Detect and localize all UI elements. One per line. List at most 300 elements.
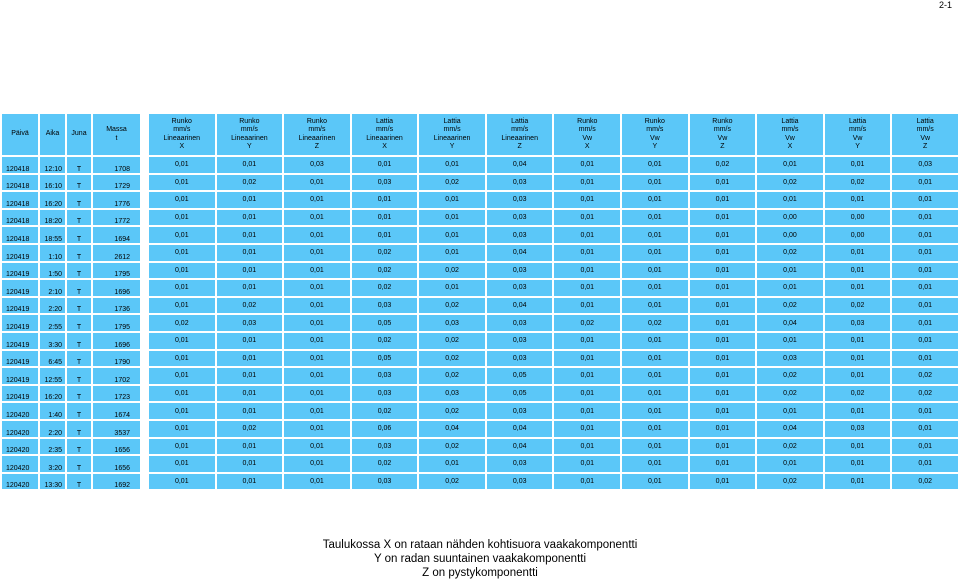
header-line: Runko <box>577 118 598 126</box>
table-row <box>2 439 958 455</box>
header-line: X <box>382 142 387 150</box>
train-cell: T <box>67 439 91 455</box>
value-cell: 0,04 <box>757 315 823 331</box>
value-cell: 0,03 <box>892 157 958 173</box>
date-cell: 120418 <box>2 227 38 243</box>
table-row <box>2 474 958 490</box>
value-cell: 0,02 <box>419 351 485 367</box>
mass-cell: 1795 <box>93 263 140 279</box>
value-cell: 0,00 <box>757 227 823 243</box>
value-cell: 0,01 <box>825 351 891 367</box>
table-body <box>2 157 958 489</box>
value-cell: 0,06 <box>352 421 418 437</box>
value-cell: 0,01 <box>149 351 215 367</box>
header-measurement-3 <box>284 114 350 155</box>
value-cell: 0,01 <box>892 245 958 261</box>
value-cell: 0,01 <box>149 456 215 472</box>
value-cell: 0,02 <box>352 245 418 261</box>
table-row <box>2 298 958 314</box>
train-cell: T <box>67 351 91 367</box>
value-cell: 0,01 <box>149 192 215 208</box>
value-cell: 0,01 <box>825 403 891 419</box>
value-cell: 0,01 <box>622 210 688 226</box>
train-cell: T <box>67 421 91 437</box>
value-cell: 0,01 <box>554 368 620 384</box>
value-cell: 0,02 <box>757 474 823 490</box>
mass-cell: 1694 <box>93 227 140 243</box>
date-cell: 120420 <box>2 403 38 419</box>
value-cell: 0,01 <box>352 157 418 173</box>
header-line: mm/s <box>849 126 867 134</box>
header-measurement-2 <box>217 114 283 155</box>
train-cell: T <box>67 386 91 402</box>
value-cell: 0,01 <box>149 175 215 191</box>
table-row <box>2 210 958 226</box>
value-cell: 0,01 <box>554 157 620 173</box>
header-line: Z <box>517 142 522 150</box>
time-cell: 2:55 <box>40 315 65 331</box>
value-cell: 0,01 <box>149 263 215 279</box>
date-cell: 120419 <box>2 298 38 314</box>
header-line: Lattia <box>375 118 394 126</box>
value-cell: 0,02 <box>757 386 823 402</box>
value-cell: 0,01 <box>419 210 485 226</box>
value-cell: 0,02 <box>690 157 756 173</box>
header-measurement-1 <box>149 114 215 155</box>
table-row <box>2 245 958 261</box>
header-line: Y <box>247 142 252 150</box>
value-cell: 0,01 <box>419 227 485 243</box>
value-cell: 0,04 <box>487 439 553 455</box>
table-row <box>2 227 958 243</box>
value-cell: 0,01 <box>554 280 620 296</box>
value-cell: 0,03 <box>487 280 553 296</box>
value-cell: 0,03 <box>419 315 485 331</box>
value-cell: 0,03 <box>487 263 553 279</box>
value-cell: 0,02 <box>892 474 958 490</box>
value-cell: 0,01 <box>284 439 350 455</box>
value-cell: 0,01 <box>352 210 418 226</box>
value-cell: 0,01 <box>284 386 350 402</box>
train-cell: T <box>67 227 91 243</box>
header-time: Aika <box>40 114 65 155</box>
value-cell: 0,01 <box>622 157 688 173</box>
value-cell: 0,04 <box>757 421 823 437</box>
header-line: Vw <box>582 134 593 142</box>
header-line: Lineaarinen <box>501 134 538 142</box>
value-cell: 0,01 <box>554 263 620 279</box>
value-cell: 0,02 <box>825 298 891 314</box>
header-line: Runko <box>712 118 733 126</box>
value-cell: 0,01 <box>622 351 688 367</box>
value-cell: 0,02 <box>419 175 485 191</box>
value-cell: 0,01 <box>149 210 215 226</box>
mass-cell: 1692 <box>93 474 140 490</box>
value-cell: 0,02 <box>352 456 418 472</box>
value-cell: 0,01 <box>149 474 215 490</box>
value-cell: 0,01 <box>825 280 891 296</box>
value-cell: 0,02 <box>825 386 891 402</box>
table-row <box>2 175 958 191</box>
time-cell: 18:55 <box>40 227 65 243</box>
value-cell: 0,01 <box>284 368 350 384</box>
value-cell: 0,00 <box>757 210 823 226</box>
value-cell: 0,01 <box>690 456 756 472</box>
header-line: mm/s <box>646 126 664 134</box>
value-cell: 0,02 <box>554 315 620 331</box>
time-cell: 12:10 <box>40 157 65 173</box>
header-line: Lattia <box>511 118 529 126</box>
value-cell: 0,01 <box>690 439 756 455</box>
header-line: mm/s <box>578 126 596 134</box>
value-cell: 0,01 <box>149 333 215 349</box>
value-cell: 0,01 <box>419 192 485 208</box>
gap-cell <box>142 456 147 472</box>
caption-line-3: Z on pystykomponentti <box>422 567 538 579</box>
value-cell: 0,01 <box>217 280 283 296</box>
value-cell: 0,03 <box>487 456 553 472</box>
value-cell: 0,02 <box>419 368 485 384</box>
mass-cell: 1736 <box>93 298 140 314</box>
gap-cell <box>142 245 147 261</box>
value-cell: 0,01 <box>149 245 215 261</box>
value-cell: 0,01 <box>554 333 620 349</box>
value-cell: 0,01 <box>284 333 350 349</box>
time-cell: 2:20 <box>40 421 65 437</box>
train-cell: T <box>67 245 91 261</box>
value-cell: 0,01 <box>217 351 283 367</box>
gap-cell <box>142 263 147 279</box>
value-cell: 0,01 <box>825 439 891 455</box>
value-cell: 0,01 <box>825 456 891 472</box>
time-cell: 2:35 <box>40 439 65 455</box>
value-cell: 0,03 <box>757 351 823 367</box>
value-cell: 0,02 <box>352 280 418 296</box>
gap-cell <box>142 386 147 402</box>
value-cell: 0,01 <box>825 245 891 261</box>
header-line: Lattia <box>916 118 934 126</box>
time-cell: 6:45 <box>40 351 65 367</box>
value-cell: 0,03 <box>487 315 553 331</box>
value-cell: 0,02 <box>419 439 485 455</box>
mass-cell: 1696 <box>93 280 140 296</box>
value-cell: 0,01 <box>690 175 756 191</box>
mass-cell: 1674 <box>93 403 140 419</box>
value-cell: 0,01 <box>284 403 350 419</box>
table-row <box>2 333 958 349</box>
train-cell: T <box>67 403 91 419</box>
value-cell: 0,01 <box>622 263 688 279</box>
value-cell: 0,01 <box>554 175 620 191</box>
value-cell: 0,01 <box>622 298 688 314</box>
value-cell: 0,01 <box>217 192 283 208</box>
value-cell: 0,01 <box>622 227 688 243</box>
gap-cell <box>142 227 147 243</box>
gap-cell <box>142 421 147 437</box>
mass-cell: 1656 <box>93 456 140 472</box>
value-cell: 0,01 <box>825 157 891 173</box>
header-line: Y <box>855 142 860 150</box>
value-cell: 0,01 <box>217 157 283 173</box>
date-cell: 120418 <box>2 175 38 191</box>
value-cell: 0,01 <box>622 245 688 261</box>
vibration-table <box>0 112 960 491</box>
value-cell: 0,01 <box>622 280 688 296</box>
value-cell: 0,03 <box>825 315 891 331</box>
gap-cell <box>142 351 147 367</box>
value-cell: 0,01 <box>892 333 958 349</box>
time-cell: 1:50 <box>40 263 65 279</box>
value-cell: 0,01 <box>825 368 891 384</box>
value-cell: 0,01 <box>622 439 688 455</box>
header-line: mm/s <box>443 126 461 134</box>
value-cell: 0,02 <box>622 315 688 331</box>
value-cell: 0,03 <box>487 192 553 208</box>
value-cell: 0,05 <box>352 315 418 331</box>
value-cell: 0,01 <box>690 298 756 314</box>
header-measurement-9 <box>690 114 756 155</box>
time-cell: 18:20 <box>40 210 65 226</box>
value-cell: 0,01 <box>825 333 891 349</box>
table-caption <box>0 538 960 580</box>
value-cell: 0,01 <box>622 474 688 490</box>
value-cell: 0,01 <box>217 439 283 455</box>
header-line: Vw <box>649 134 660 142</box>
header-line: Lineaarinen <box>366 134 403 142</box>
value-cell: 0,01 <box>690 333 756 349</box>
value-cell: 0,01 <box>690 192 756 208</box>
time-cell: 16:10 <box>40 175 65 191</box>
value-cell: 0,01 <box>892 280 958 296</box>
value-cell: 0,01 <box>554 421 620 437</box>
mass-cell: 1656 <box>93 439 140 455</box>
time-cell: 13:30 <box>40 474 65 490</box>
header-line: Lineaarinen <box>433 134 471 142</box>
value-cell: 0,01 <box>284 421 350 437</box>
value-cell: 0,03 <box>487 403 553 419</box>
value-cell: 0,01 <box>217 210 283 226</box>
value-cell: 0,01 <box>892 192 958 208</box>
table-row <box>2 403 958 419</box>
train-cell: T <box>67 157 91 173</box>
value-cell: 0,01 <box>284 175 350 191</box>
value-cell: 0,01 <box>622 421 688 437</box>
header-line: mm/s <box>375 126 394 134</box>
value-cell: 0,03 <box>352 439 418 455</box>
value-cell: 0,03 <box>487 351 553 367</box>
value-cell: 0,01 <box>217 333 283 349</box>
value-cell: 0,01 <box>554 298 620 314</box>
value-cell: 0,01 <box>892 456 958 472</box>
value-cell: 0,01 <box>284 280 350 296</box>
gap-cell <box>142 210 147 226</box>
gap-cell <box>142 403 147 419</box>
table-row <box>2 386 958 402</box>
value-cell: 0,03 <box>352 298 418 314</box>
value-cell: 0,04 <box>487 245 553 261</box>
caption-line-2: Y on radan suuntainen vaakakomponentti <box>373 553 587 565</box>
value-cell: 0,01 <box>149 421 215 437</box>
value-cell: 0,01 <box>284 474 350 490</box>
value-cell: 0,01 <box>690 280 756 296</box>
time-cell: 16:20 <box>40 386 65 402</box>
value-cell: 0,03 <box>352 175 418 191</box>
value-cell: 0,05 <box>352 351 418 367</box>
header-measurement-10 <box>757 114 823 155</box>
value-cell: 0,01 <box>284 456 350 472</box>
header-line: Y <box>652 142 658 150</box>
value-cell: 0,01 <box>892 351 958 367</box>
header-train: Juna <box>67 114 91 155</box>
value-cell: 0,01 <box>419 280 485 296</box>
value-cell: 0,01 <box>757 263 823 279</box>
time-cell: 2:10 <box>40 280 65 296</box>
value-cell: 0,01 <box>892 439 958 455</box>
header-line: Z <box>314 142 320 150</box>
value-cell: 0,01 <box>284 351 350 367</box>
value-cell: 0,03 <box>352 474 418 490</box>
value-cell: 0,01 <box>149 157 215 173</box>
value-cell: 0,01 <box>284 315 350 331</box>
header-line: Z <box>923 142 928 150</box>
value-cell: 0,02 <box>352 263 418 279</box>
date-cell: 120419 <box>2 280 38 296</box>
gap-cell <box>142 368 147 384</box>
value-cell: 0,01 <box>892 175 958 191</box>
date-cell: 120419 <box>2 386 38 402</box>
header-measurement-12 <box>892 114 958 155</box>
value-cell: 0,01 <box>217 474 283 490</box>
value-cell: 0,01 <box>892 315 958 331</box>
value-cell: 0,02 <box>217 298 283 314</box>
value-cell: 0,01 <box>554 192 620 208</box>
value-cell: 0,01 <box>149 403 215 419</box>
value-cell: 0,01 <box>690 245 756 261</box>
header-measurement-8 <box>622 114 688 155</box>
value-cell: 0,01 <box>284 192 350 208</box>
value-cell: 0,05 <box>487 386 553 402</box>
value-cell: 0,01 <box>690 368 756 384</box>
value-cell: 0,01 <box>284 245 350 261</box>
header-line: mm/s <box>308 126 326 134</box>
caption-line-1: Taulukossa X on rataan nähden kohtisuora vaakakomponentti <box>322 539 638 551</box>
table-row <box>2 456 958 472</box>
value-cell: 0,02 <box>217 175 283 191</box>
value-cell: 0,01 <box>690 421 756 437</box>
gap-cell <box>142 474 147 490</box>
time-cell: 3:20 <box>40 456 65 472</box>
mass-cell: 2612 <box>93 245 140 261</box>
mass-cell: 3537 <box>93 421 140 437</box>
table-row <box>2 192 958 208</box>
train-cell: T <box>67 315 91 331</box>
header-line: Lineaarinen <box>163 134 201 142</box>
value-cell: 0,04 <box>487 157 553 173</box>
header-measurement-6 <box>487 114 553 155</box>
date-cell: 120419 <box>2 333 38 349</box>
value-cell: 0,02 <box>419 403 485 419</box>
value-cell: 0,01 <box>419 245 485 261</box>
date-cell: 120418 <box>2 157 38 173</box>
header-mass-unit: t <box>115 134 118 142</box>
value-cell: 0,03 <box>487 210 553 226</box>
date-cell: 120419 <box>2 368 38 384</box>
page-number: 2-1 <box>938 0 952 10</box>
value-cell: 0,03 <box>487 227 553 243</box>
value-cell: 0,03 <box>352 386 418 402</box>
mass-cell: 1776 <box>93 192 140 208</box>
header-line: Y <box>449 142 455 150</box>
value-cell: 0,01 <box>690 474 756 490</box>
header-line: Vw <box>920 134 931 142</box>
value-cell: 0,01 <box>757 456 823 472</box>
value-cell: 0,01 <box>554 474 620 490</box>
date-cell: 120419 <box>2 351 38 367</box>
value-cell: 0,01 <box>622 403 688 419</box>
value-cell: 0,01 <box>217 386 283 402</box>
value-cell: 0,01 <box>690 315 756 331</box>
header-line: X <box>787 142 793 150</box>
date-cell: 120418 <box>2 192 38 208</box>
time-cell: 1:10 <box>40 245 65 261</box>
value-cell: 0,01 <box>284 298 350 314</box>
value-cell: 0,01 <box>757 403 823 419</box>
header-measurement-4 <box>352 114 418 155</box>
value-cell: 0,01 <box>284 210 350 226</box>
value-cell: 0,01 <box>217 456 283 472</box>
header-gap <box>142 114 147 155</box>
header-line: mm/s <box>916 126 934 134</box>
value-cell: 0,01 <box>622 175 688 191</box>
table-row <box>2 421 958 437</box>
header-line: Lattia <box>443 118 461 126</box>
value-cell: 0,02 <box>757 368 823 384</box>
mass-cell: 1795 <box>93 315 140 331</box>
value-cell: 0,02 <box>419 333 485 349</box>
value-cell: 0,05 <box>487 368 553 384</box>
value-cell: 0,01 <box>149 227 215 243</box>
value-cell: 0,01 <box>554 456 620 472</box>
value-cell: 0,02 <box>757 439 823 455</box>
header-line: Runko <box>171 118 192 126</box>
value-cell: 0,01 <box>690 263 756 279</box>
value-cell: 0,01 <box>825 192 891 208</box>
time-cell: 16:20 <box>40 192 65 208</box>
table-row <box>2 351 958 367</box>
value-cell: 0,01 <box>690 351 756 367</box>
header-line: Lattia <box>849 118 867 126</box>
value-cell: 0,03 <box>352 368 418 384</box>
header-row <box>2 114 958 155</box>
value-cell: 0,01 <box>284 227 350 243</box>
header-measurement-5 <box>419 114 485 155</box>
train-cell: T <box>67 192 91 208</box>
value-cell: 0,02 <box>757 298 823 314</box>
header-mass <box>93 114 140 155</box>
time-cell: 2:20 <box>40 298 65 314</box>
header-line: Runko <box>239 118 260 126</box>
value-cell: 0,03 <box>284 157 350 173</box>
value-cell: 0,01 <box>419 157 485 173</box>
date-cell: 120419 <box>2 263 38 279</box>
mass-cell: 1723 <box>93 386 140 402</box>
value-cell: 0,01 <box>892 263 958 279</box>
value-cell: 0,01 <box>554 245 620 261</box>
train-cell: T <box>67 263 91 279</box>
train-cell: T <box>67 456 91 472</box>
value-cell: 0,01 <box>690 210 756 226</box>
date-cell: 120418 <box>2 210 38 226</box>
